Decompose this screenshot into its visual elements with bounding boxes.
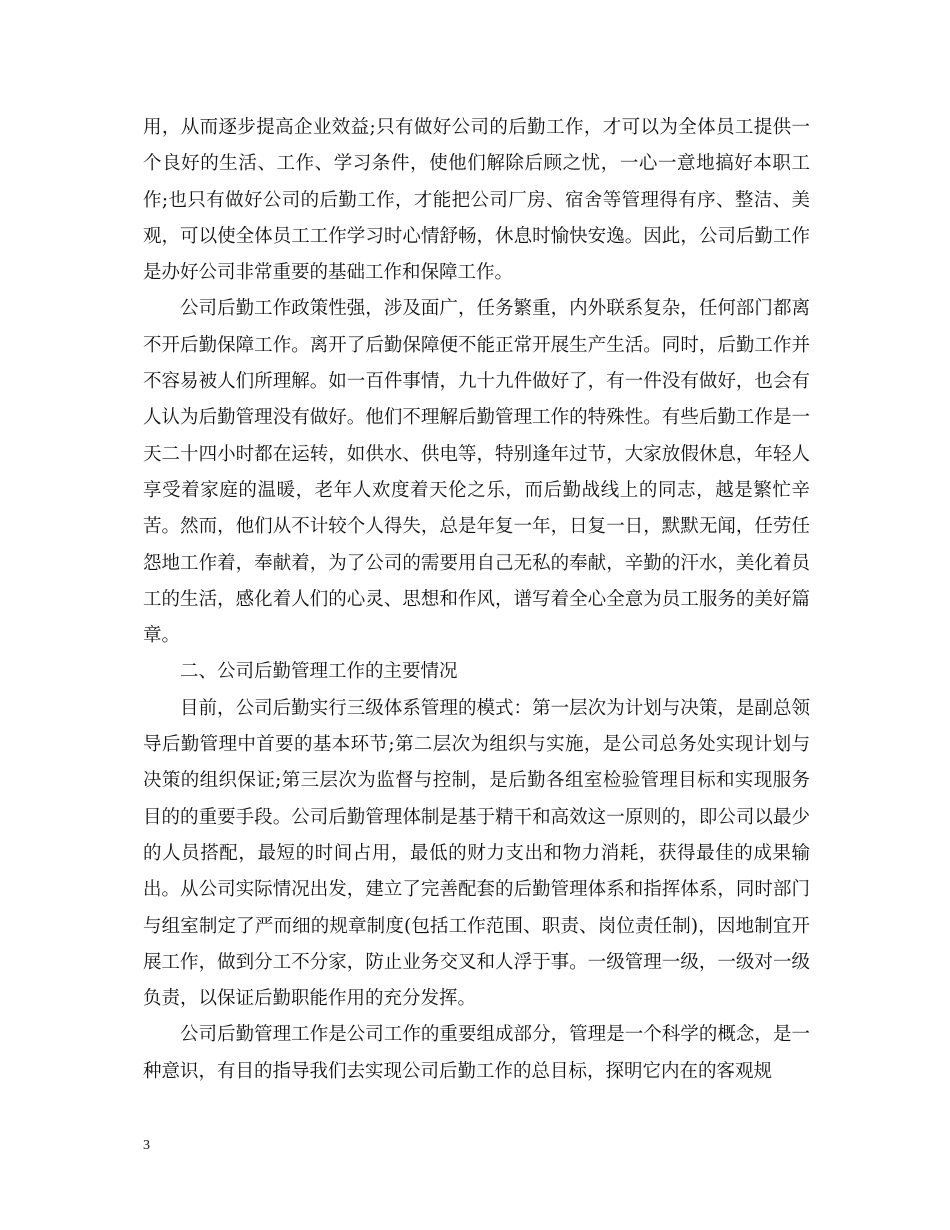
- section-heading: 二、公司后勤管理工作的主要情况: [180, 661, 458, 683]
- paragraph-management-model: 目前，公司后勤实行三级体系管理的模式：第一层次为计划与决策，是副总领导后勤管理中首要的基本环节;第二层次为组织与实施，是公司总务处实现计划与决策的组织保证;第三层次为监督与控制，是后勤各组室检验管理目标和实现服务目的的重要手段。公司后勤管理体制是基于精干和高效这一原则的，即公司以最少的人员搭配，最短的时间占用，最低的财力支出和物力消耗，获得最佳的成果输出。从公司实际情况出发，建立了完善配套的后勤管理体系和指挥体系，同时部门与组室制定了严而细的规章制度(包括工作范围、职责、岗位责任制)，因地制宜开展工作，做到分工不分家，防止业务交叉和人浮于事。一级管理一级，一级对一级负责，以保证后勤职能作用的充分发挥。: [143, 697, 810, 1010]
- paragraph-logistics-nature: 公司后勤工作政策性强，涉及面广，任务繁重，内外联系复杂，任何部门都离不开后勤保障工作。离开了后勤保障便不能正常开展生产生活。同时，后勤工作并不容易被人们所理解。如一百件事情，九十九件做好了，有一件没有做好，也会有人认为后勤管理没有做好。他们不理解后勤管理工作的特殊性。有些后勤工作是一天二十四小时都在运转，如供水、供电等，特别逢年过节，大家放假休息，年轻人享受着家庭的温暖，老年人欢度着天伦之乐，而后勤战线上的同志，越是繁忙辛苦。然而，他们从不计较个人得失，总是年复一年，日复一日，默默无闻，任劳任怨地工作着，奉献着，为了公司的需要用自己无私的奉献，辛勤的汗水，美化着员工的生活，感化着人们的心灵、思想和作风，谱写着全心全意为员工服务的美好篇章。: [143, 298, 810, 647]
- paragraph-management-concept: 公司后勤管理工作是公司工作的重要组成部分，管理是一个科学的概念，是一种意识，有目的指导我们去实现公司后勤工作的总目标，探明它内在的客观规: [143, 1024, 810, 1082]
- page-number: 3: [143, 1138, 150, 1153]
- document-body: [143, 110, 810, 1090]
- paragraph-continuation: 用，从而逐步提高企业效益;只有做好公司的后勤工作，才可以为全体员工提供一个良好的生活、工作、学习条件，使他们解除后顾之忧，一心一意地搞好本职工作;也只有做好公司的后勤工作，才能把公司厂房、宿舍等管理得有序、整洁、美观，可以使全体员工工作学习时心情舒畅，休息时愉快安逸。因此，公司后勤工作是办好公司非常重要的基础工作和保障工作。: [143, 117, 810, 284]
